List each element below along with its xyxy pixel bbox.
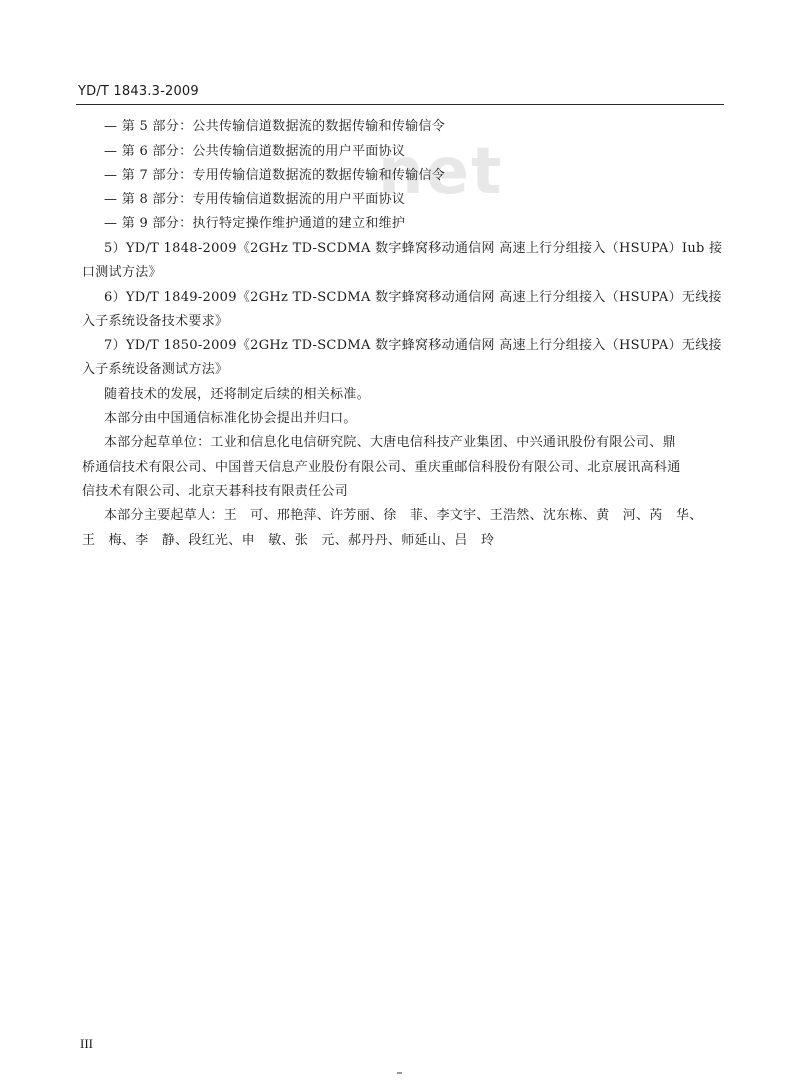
header-rule (76, 104, 724, 105)
reference-6-line1: 6）YD/T 1849-2009《2GHz TD-SCDMA 数字蜂窝移动通信网 高速上行分组接入（HSUPA）无线接 (104, 290, 722, 305)
proposer-paragraph: 本部分由中国通信标准化协会提出并归口。 (104, 411, 357, 426)
standard-code-header: YD/T 1843.3-2009 (78, 84, 199, 99)
part-list-item: — 第 5 部分：公共传输信道数据流的数据传输和传输信令 (104, 119, 446, 134)
part-list-item: — 第 8 部分：专用传输信道数据流的用户平面协议 (104, 192, 406, 207)
reference-6-line2: 入子系统设备技术要求》 (82, 314, 229, 329)
reference-5-line2: 口测试方法》 (82, 265, 162, 280)
drafting-units-line: 信技术有限公司、北京天碁科技有限责任公司 (82, 484, 349, 499)
drafting-units-line: 本部分起草单位：工业和信息化电信研究院、大唐电信科技产业集团、中兴通讯股份有限公司、鼎 (104, 435, 676, 450)
part-list-item: — 第 7 部分：专用传输信道数据流的数据传输和传输信令 (104, 168, 446, 183)
reference-5-line1: 5）YD/T 1848-2009《2GHz TD-SCDMA 数字蜂窝移动通信网 高速上行分组接入（HSUPA）Iub 接 (104, 241, 723, 256)
part-list-item: — 第 6 部分：公共传输信道数据流的用户平面协议 (104, 144, 406, 159)
future-standards-paragraph: 随着技术的发展，还将制定后续的相关标准。 (104, 387, 371, 402)
part-list-item: — 第 9 部分：执行特定操作维护通道的建立和维护 (104, 216, 406, 231)
drafters-line: 本部分主要起草人：王 可、邢艳萍、许芳丽、徐 菲、李文宇、王浩然、沈东栋、黄 河、芮 华、 (104, 508, 703, 523)
reference-7-line1: 7）YD/T 1850-2009《2GHz TD-SCDMA 数字蜂窝移动通信网 高速上行分组接入（HSUPA）无线接 (104, 338, 722, 353)
reference-7-line2: 入子系统设备测试方法》 (82, 362, 229, 377)
page-number: III (80, 1036, 93, 1051)
drafters-line: 王 梅、李 静、段红光、申 敏、张 元、郝丹丹、师延山、吕 玲 (82, 533, 495, 548)
watermark: net (378, 135, 504, 209)
drafting-units-line: 桥通信技术有限公司、中国普天信息产业股份有限公司、重庆重邮信科股份有限公司、北京展讯高科通 (82, 460, 681, 475)
footer-mark (397, 1072, 402, 1074)
